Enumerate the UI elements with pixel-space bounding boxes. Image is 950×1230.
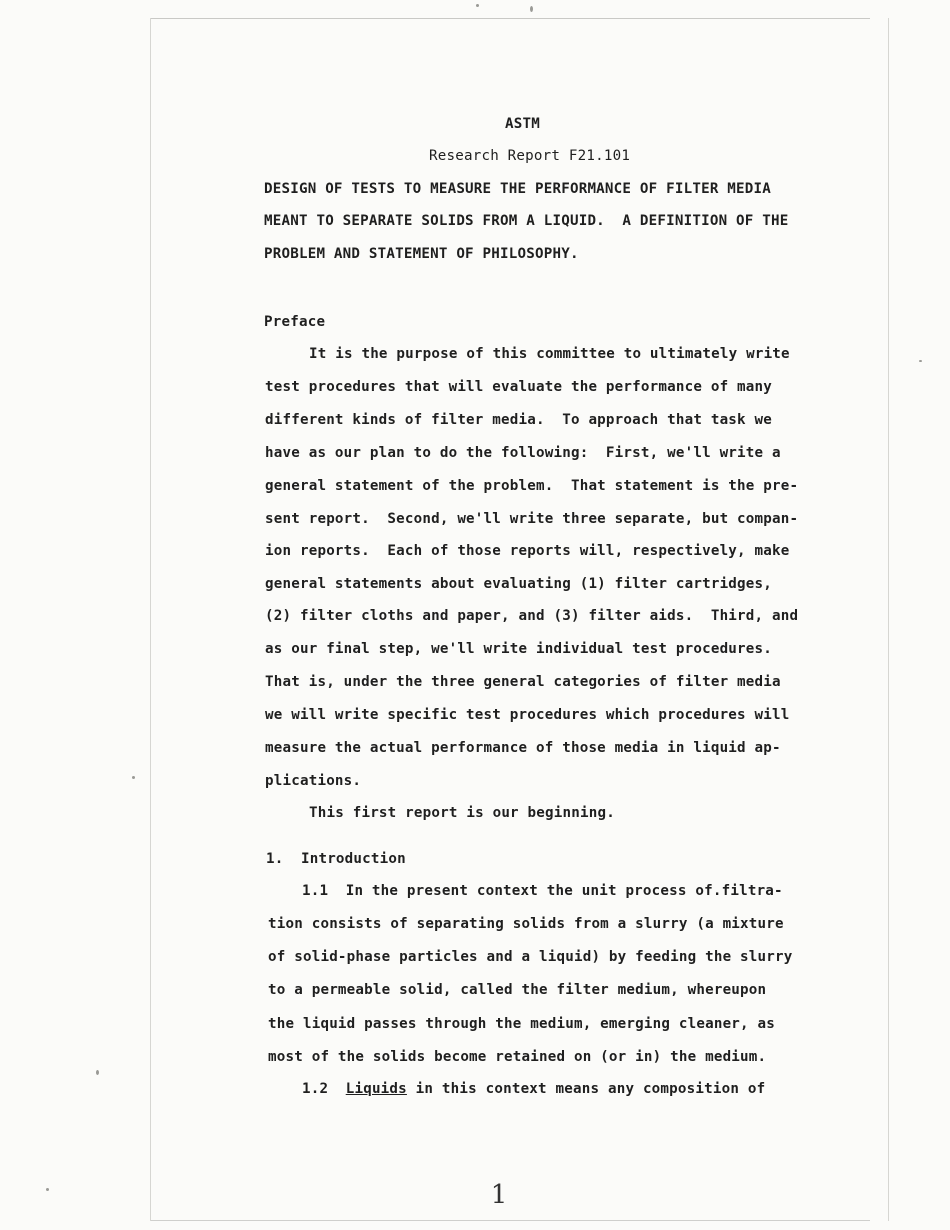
section-line: of solid-phase particles and a liquid) by feeding the slurry [268,949,793,965]
clause-text: in this context means any composition of [406,1081,766,1097]
section-line: the liquid passes through the medium, emerging cleaner, as [268,1016,776,1032]
section-line: tion consists of separating solids from a slurry (a mixture [268,916,784,932]
section-line-1-2 [302,1081,765,1097]
defined-term: Liquids [345,1081,407,1097]
scan-edge-top [150,18,870,19]
preface-line: test procedures that will evaluate the performance of many [265,379,773,395]
scan-edge-bottom [150,1220,870,1221]
scan-speck [919,360,922,362]
preface-line: (2) filter cloths and paper, and (3) filter aids. Third, and [265,608,799,624]
org-heading: ASTM [505,116,540,132]
preface-line: general statements about evaluating (1) filter cartridges, [265,576,773,592]
preface-line: have as our plan to do the following: First, we'll write a [265,445,781,461]
scan-speck [46,1188,49,1191]
section-line: 1.1 In the present context the unit process of.filtra- [302,883,783,899]
scan-edge-left [150,18,151,1221]
report-number: Research Report F21.101 [429,148,631,164]
page-number: 1 [490,1180,508,1210]
preface-line: as our final step, we'll write individual test procedures. [265,641,773,657]
preface-line: plications. [265,773,362,789]
scan-speck [96,1070,99,1075]
preface-line: general statement of the problem. That statement is the pre- [265,478,799,494]
preface-line: It is the purpose of this committee to ultimately write [309,346,790,362]
title-line: DESIGN OF TESTS TO MEASURE THE PERFORMANCE OF FILTER MEDIA [264,181,772,197]
preface-line: ion reports. Each of those reports will, respectively, make [265,543,790,559]
scan-speck [530,6,533,12]
clause-number: 1.2 [302,1081,329,1097]
section-line: to a permeable solid, called the filter medium, whereupon [268,982,767,998]
preface-closing: This first report is our beginning. [309,805,615,821]
preface-line: sent report. Second, we'll write three separate, but compan- [265,511,799,527]
preface-line: we will write specific test procedures which procedures will [265,707,790,723]
title-line: PROBLEM AND STATEMENT OF PHILOSOPHY. [264,246,579,262]
scan-edge-right [888,18,889,1221]
preface-line: That is, under the three general categories of filter media [265,674,781,690]
scan-speck [476,4,479,7]
title-line: MEANT TO SEPARATE SOLIDS FROM A LIQUID. A DEFINITION OF THE [264,213,789,229]
section-heading: 1. Introduction [266,851,406,867]
preface-heading: Preface [264,314,326,330]
section-line: most of the solids become retained on (or in) the medium. [268,1049,767,1065]
preface-line: measure the actual performance of those media in liquid ap- [265,740,781,756]
preface-line: different kinds of filter media. To approach that task we [265,412,773,428]
scan-speck [132,776,135,779]
